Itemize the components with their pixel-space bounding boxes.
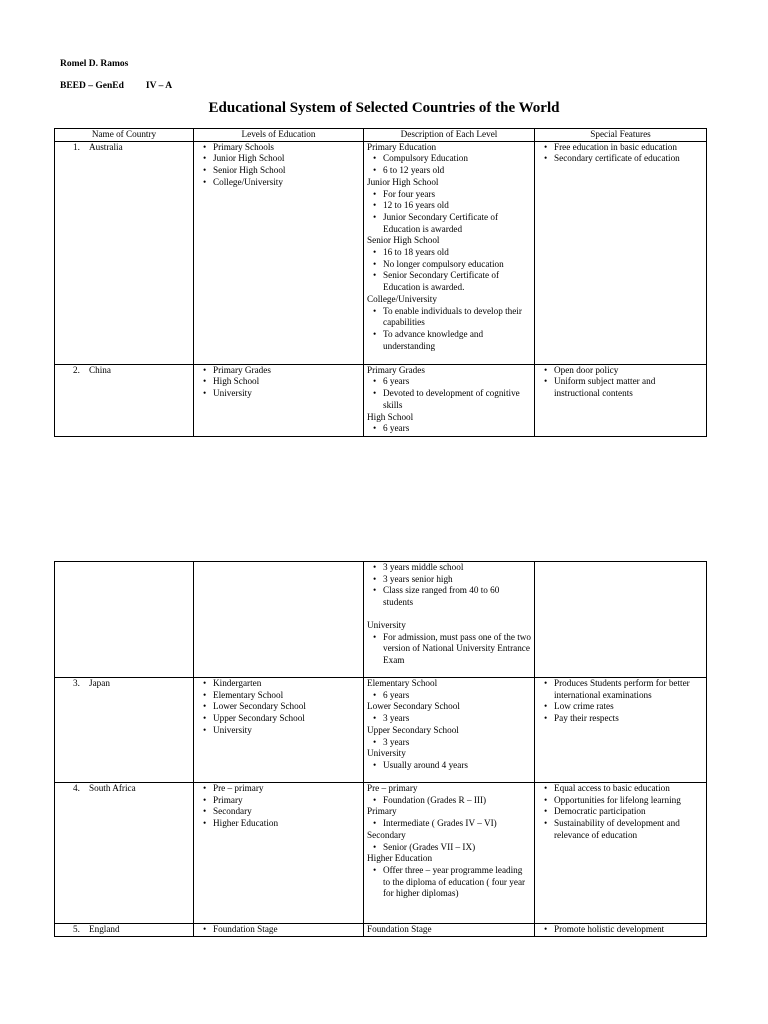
country-cell	[55, 783, 194, 924]
list-item: • 3 years	[367, 737, 531, 749]
column-header-levels: Levels of Education	[194, 129, 364, 142]
features-cell	[535, 924, 707, 937]
level-heading: Secondary	[367, 829, 406, 840]
levels-cell	[194, 924, 364, 937]
page-title: Educational System of Selected Countries of the World	[208, 100, 560, 116]
list-item: • To advance knowledge and understanding	[367, 329, 531, 352]
country-name: Japan	[89, 678, 110, 688]
country-cell	[55, 364, 194, 436]
list-item: • Secondary certificate of education	[538, 153, 703, 165]
list-item: • Uniform subject matter and instructional contents	[538, 376, 703, 399]
description-cell	[364, 783, 535, 924]
column-header-country: Name of Country	[55, 129, 194, 142]
list-item: • For four years	[367, 189, 531, 201]
list-item: • For admission, must pass one of the two version of National University Entrance Exam	[367, 632, 531, 667]
levels-cell	[194, 678, 364, 783]
levels-cell	[194, 364, 364, 436]
description-cell	[364, 924, 535, 937]
features-cell	[535, 678, 707, 783]
table-row-china	[55, 364, 707, 436]
description-cell	[364, 562, 535, 678]
level-heading: Senior High School	[367, 235, 440, 246]
list-item: • 3 years senior high	[367, 574, 531, 586]
list-item: • Higher Education	[197, 818, 360, 830]
list-item: • Junior Secondary Certificate of Education is awarded	[367, 212, 531, 235]
row-number: 1.	[73, 141, 80, 152]
course-code: BEED – GenEd	[60, 81, 124, 91]
author-name: Romel D. Ramos	[60, 59, 129, 69]
list-item: • High School	[197, 376, 360, 388]
level-heading: Pre – primary	[367, 783, 418, 793]
list-item: • Equal access to basic education	[538, 783, 703, 795]
level-heading: Junior High School	[367, 176, 439, 187]
row-number: 5.	[73, 924, 80, 934]
list-item: • Foundation Stage	[197, 924, 360, 936]
level-heading: Primary Grades	[367, 364, 425, 375]
table-header-row	[55, 129, 707, 142]
list-item: • Secondary	[197, 806, 360, 818]
course-line	[60, 81, 172, 91]
list-item: • Primary Grades	[197, 365, 360, 377]
list-item: • Low crime rates	[538, 701, 703, 713]
list-item: • 6 years	[367, 690, 531, 702]
list-item: • 3 years middle school	[367, 562, 531, 574]
list-item: • Devoted to development of cognitive skills	[367, 388, 531, 411]
country-name: South Africa	[89, 783, 136, 793]
column-header-description: Description of Each Level	[364, 129, 535, 142]
level-heading: Higher Education	[367, 853, 433, 864]
levels-cell	[194, 141, 364, 364]
section-code: IV – A	[145, 81, 173, 91]
level-heading: Upper Secondary School	[367, 724, 459, 735]
list-item: • Pre – primary	[197, 783, 360, 795]
list-item: • Offer three – year programme leading to the diploma of education ( four year for higher diplomas)	[367, 865, 531, 900]
list-item: • Class size ranged from 40 to 60 students	[367, 585, 531, 608]
list-item: • Foundation (Grades R – III)	[367, 795, 531, 807]
list-item: • Senior Secondary Certificate of Education is awarded.	[367, 270, 531, 293]
list-item: • Intermediate ( Grades IV – VI)	[367, 818, 531, 830]
list-item: • Promote holistic development	[538, 924, 703, 936]
level-heading: Primary	[367, 806, 397, 817]
features-cell	[535, 141, 707, 364]
list-item: • Compulsory Education	[367, 153, 531, 165]
level-heading: Elementary School	[367, 678, 438, 688]
country-name: Australia	[89, 141, 123, 152]
level-heading: University	[367, 748, 406, 759]
list-item: • Opportunities for lifelong learning	[538, 795, 703, 807]
list-item: • Democratic participation	[538, 806, 703, 818]
features-cell	[535, 783, 707, 924]
country-cell	[55, 562, 194, 678]
list-item: • Pay their respects	[538, 713, 703, 725]
country-cell	[55, 678, 194, 783]
level-heading: Lower Secondary School	[367, 701, 460, 712]
levels-cell	[194, 783, 364, 924]
education-table-part-1	[54, 128, 707, 437]
description-cell	[364, 678, 535, 783]
list-item: • Upper Secondary School	[197, 713, 360, 725]
table-row-china-continued	[55, 562, 707, 678]
level-heading: High School	[367, 411, 414, 422]
education-table-part-2	[54, 561, 707, 937]
level-heading: Foundation Stage	[367, 924, 432, 934]
list-item: • Usually around 4 years	[367, 760, 531, 772]
description-cell	[364, 141, 535, 364]
list-item: • Primary	[197, 795, 360, 807]
country-name: England	[89, 924, 120, 934]
level-heading: College/University	[367, 293, 437, 304]
list-item: • Senior (Grades VII – IX)	[367, 842, 531, 854]
list-item: • Elementary School	[197, 690, 360, 702]
list-item: • Produces Students perform for better international examinations	[538, 678, 703, 701]
row-number: 2.	[73, 364, 80, 375]
table-row-australia	[55, 141, 707, 364]
levels-cell	[194, 562, 364, 678]
list-item: • 6 to 12 years old	[367, 165, 531, 177]
list-item: • University	[197, 725, 360, 737]
row-number: 4.	[73, 783, 80, 793]
list-item: • 6 years	[367, 376, 531, 388]
list-item: • Senior High School	[197, 165, 360, 177]
list-item: • Junior High School	[197, 153, 360, 165]
table-row-japan	[55, 678, 707, 783]
list-item: • Open door policy	[538, 365, 703, 377]
features-cell	[535, 562, 707, 678]
list-item: • Lower Secondary School	[197, 701, 360, 713]
list-item: • No longer compulsory education	[367, 259, 531, 271]
list-item: • To enable individuals to develop their capabilities	[367, 306, 531, 329]
table-row-england	[55, 924, 707, 937]
list-item: • Sustainability of development and relevance of education	[538, 818, 703, 841]
list-item: • 3 years	[367, 713, 531, 725]
country-name: China	[89, 364, 111, 375]
column-header-features: Special Features	[535, 129, 707, 142]
list-item: • University	[197, 388, 360, 400]
row-number: 3.	[73, 678, 80, 688]
level-heading: Primary Education	[367, 141, 437, 152]
list-item: • Kindergarten	[197, 678, 360, 690]
list-item: • Primary Schools	[197, 142, 360, 154]
description-cell	[364, 364, 535, 436]
country-cell	[55, 924, 194, 937]
features-cell	[535, 364, 707, 436]
country-cell	[55, 141, 194, 364]
list-item: • College/University	[197, 177, 360, 189]
table-row-south-africa	[55, 783, 707, 924]
list-item: • 12 to 16 years old	[367, 200, 531, 212]
list-item: • Free education in basic education	[538, 142, 703, 154]
list-item: • 16 to 18 years old	[367, 247, 531, 259]
list-item: • 6 years	[367, 423, 531, 435]
level-heading: University	[367, 619, 406, 630]
